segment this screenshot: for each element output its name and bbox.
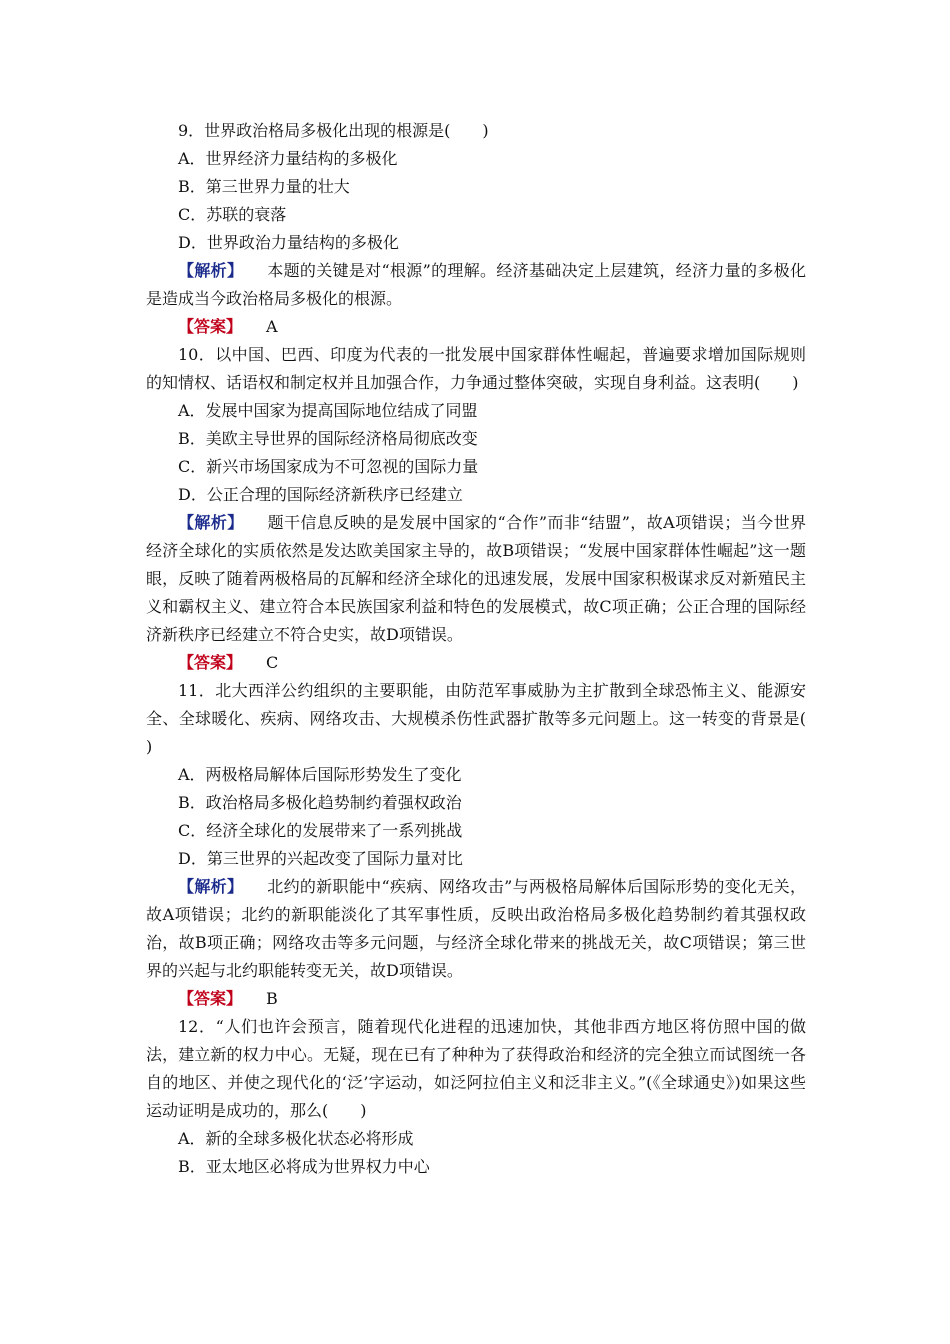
question-10-option-d: D．公正合理的国际经济新秩序已经建立 [178, 485, 463, 504]
question-9-option-c: C．苏联的衰落 [178, 205, 287, 224]
question-12-stem: 12．“人们也许会预言，随着现代化进程的迅速加快，其他非西方地区将仿照中国的做法，建立新的权力中心。无疑，现在已有了种种为了获得政治和经济的完全独立而试图统一各自的地区、并使之现代化的‘泛’字运动，如泛阿拉伯主义和泛非主义。”(《全球通史》)如果这些运动证明是成功的，那么( ) [146, 1017, 806, 1120]
question-12-option-a: A．新的全球多极化状态必将形成 [178, 1129, 414, 1148]
question-10-option-b: B．美欧主导世界的国际经济格局彻底改变 [178, 429, 478, 448]
question-10-option-a: A．发展中国家为提高国际地位结成了同盟 [178, 401, 478, 420]
question-11-option-a: A．两极格局解体后国际形势发生了变化 [178, 765, 462, 784]
answer-label: 【答案】 [178, 989, 243, 1008]
question-9-answer [146, 313, 806, 341]
question-content [146, 117, 839, 1181]
question-9-option-d: D．世界政治力量结构的多极化 [178, 233, 399, 252]
analysis-label: 【解析】 [178, 261, 244, 280]
analysis-text: 北约的新职能中“疾病、网络攻击”与两极格局解体后国际形势的变化无关，故A项错误；北约的新职能淡化了其军事性质，反映出政治格局多极化趋势制约着其强权政治，故B项正确；网络攻击等多元问题，与经济全球化带来的挑战无关，故C项错误；第三世界的兴起与北约职能转变无关，故D项错误。 [146, 877, 806, 980]
question-11-option-d: D．第三世界的兴起改变了国际力量对比 [178, 849, 463, 868]
question-11-answer [146, 985, 806, 1013]
question-9-option-a: A．世界经济力量结构的多极化 [178, 149, 398, 168]
question-11-analysis [146, 873, 806, 985]
answer-label: 【答案】 [178, 653, 243, 672]
question-10-analysis [146, 509, 806, 649]
answer-label: 【答案】 [178, 317, 243, 336]
analysis-label: 【解析】 [178, 877, 244, 896]
analysis-text: 题干信息反映的是发展中国家的“合作”而非“结盟”，故A项错误；当今世界经济全球化的实质依然是发达欧美国家主导的，故B项错误；“发展中国家群体性崛起”这一题眼，反映了随着两极格局的瓦解和经济全球化的迅速发展，发展中国家积极谋求反对新殖民主义和霸权主义、建立符合本民族国家利益和特色的发展模式，故C项正确；公正合理的国际经济新秩序已经建立不符合史实，故D项错误。 [146, 513, 806, 644]
question-10-stem: 10．以中国、巴西、印度为代表的一批发展中国家群体性崛起，普遍要求增加国际规则的知情权、话语权和制定权并且加强合作，力争通过整体突破，实现自身利益。这表明( ) [146, 345, 806, 392]
analysis-label: 【解析】 [178, 513, 244, 532]
analysis-text: 本题的关键是对“根源”的理解。经济基础决定上层建筑，经济力量的多极化是造成当今政治格局多极化的根源。 [146, 261, 806, 308]
answer-value: B [266, 989, 278, 1008]
question-11-option-c: C．经济全球化的发展带来了一系列挑战 [178, 821, 463, 840]
answer-value: A [266, 317, 278, 336]
question-12-option-b: B．亚太地区必将成为世界权力中心 [178, 1157, 430, 1176]
question-10-option-c: C．新兴市场国家成为不可忽视的国际力量 [178, 457, 479, 476]
question-10-answer [146, 649, 806, 677]
question-9-stem: 9．世界政治格局多极化出现的根源是( ) [178, 121, 489, 140]
question-9-option-b: B．第三世界力量的壮大 [178, 177, 350, 196]
answer-value: C [266, 653, 279, 672]
question-11-option-b: B．政治格局多极化趋势制约着强权政治 [178, 793, 462, 812]
question-9-analysis [146, 257, 806, 313]
question-11-stem: 11．北大西洋公约组织的主要职能，由防范军事威胁为主扩散到全球恐怖主义、能源安全、全球暖化、疾病、网络攻击、大规模杀伤性武器扩散等多元问题上。这一转变的背景是( ) [146, 681, 839, 756]
